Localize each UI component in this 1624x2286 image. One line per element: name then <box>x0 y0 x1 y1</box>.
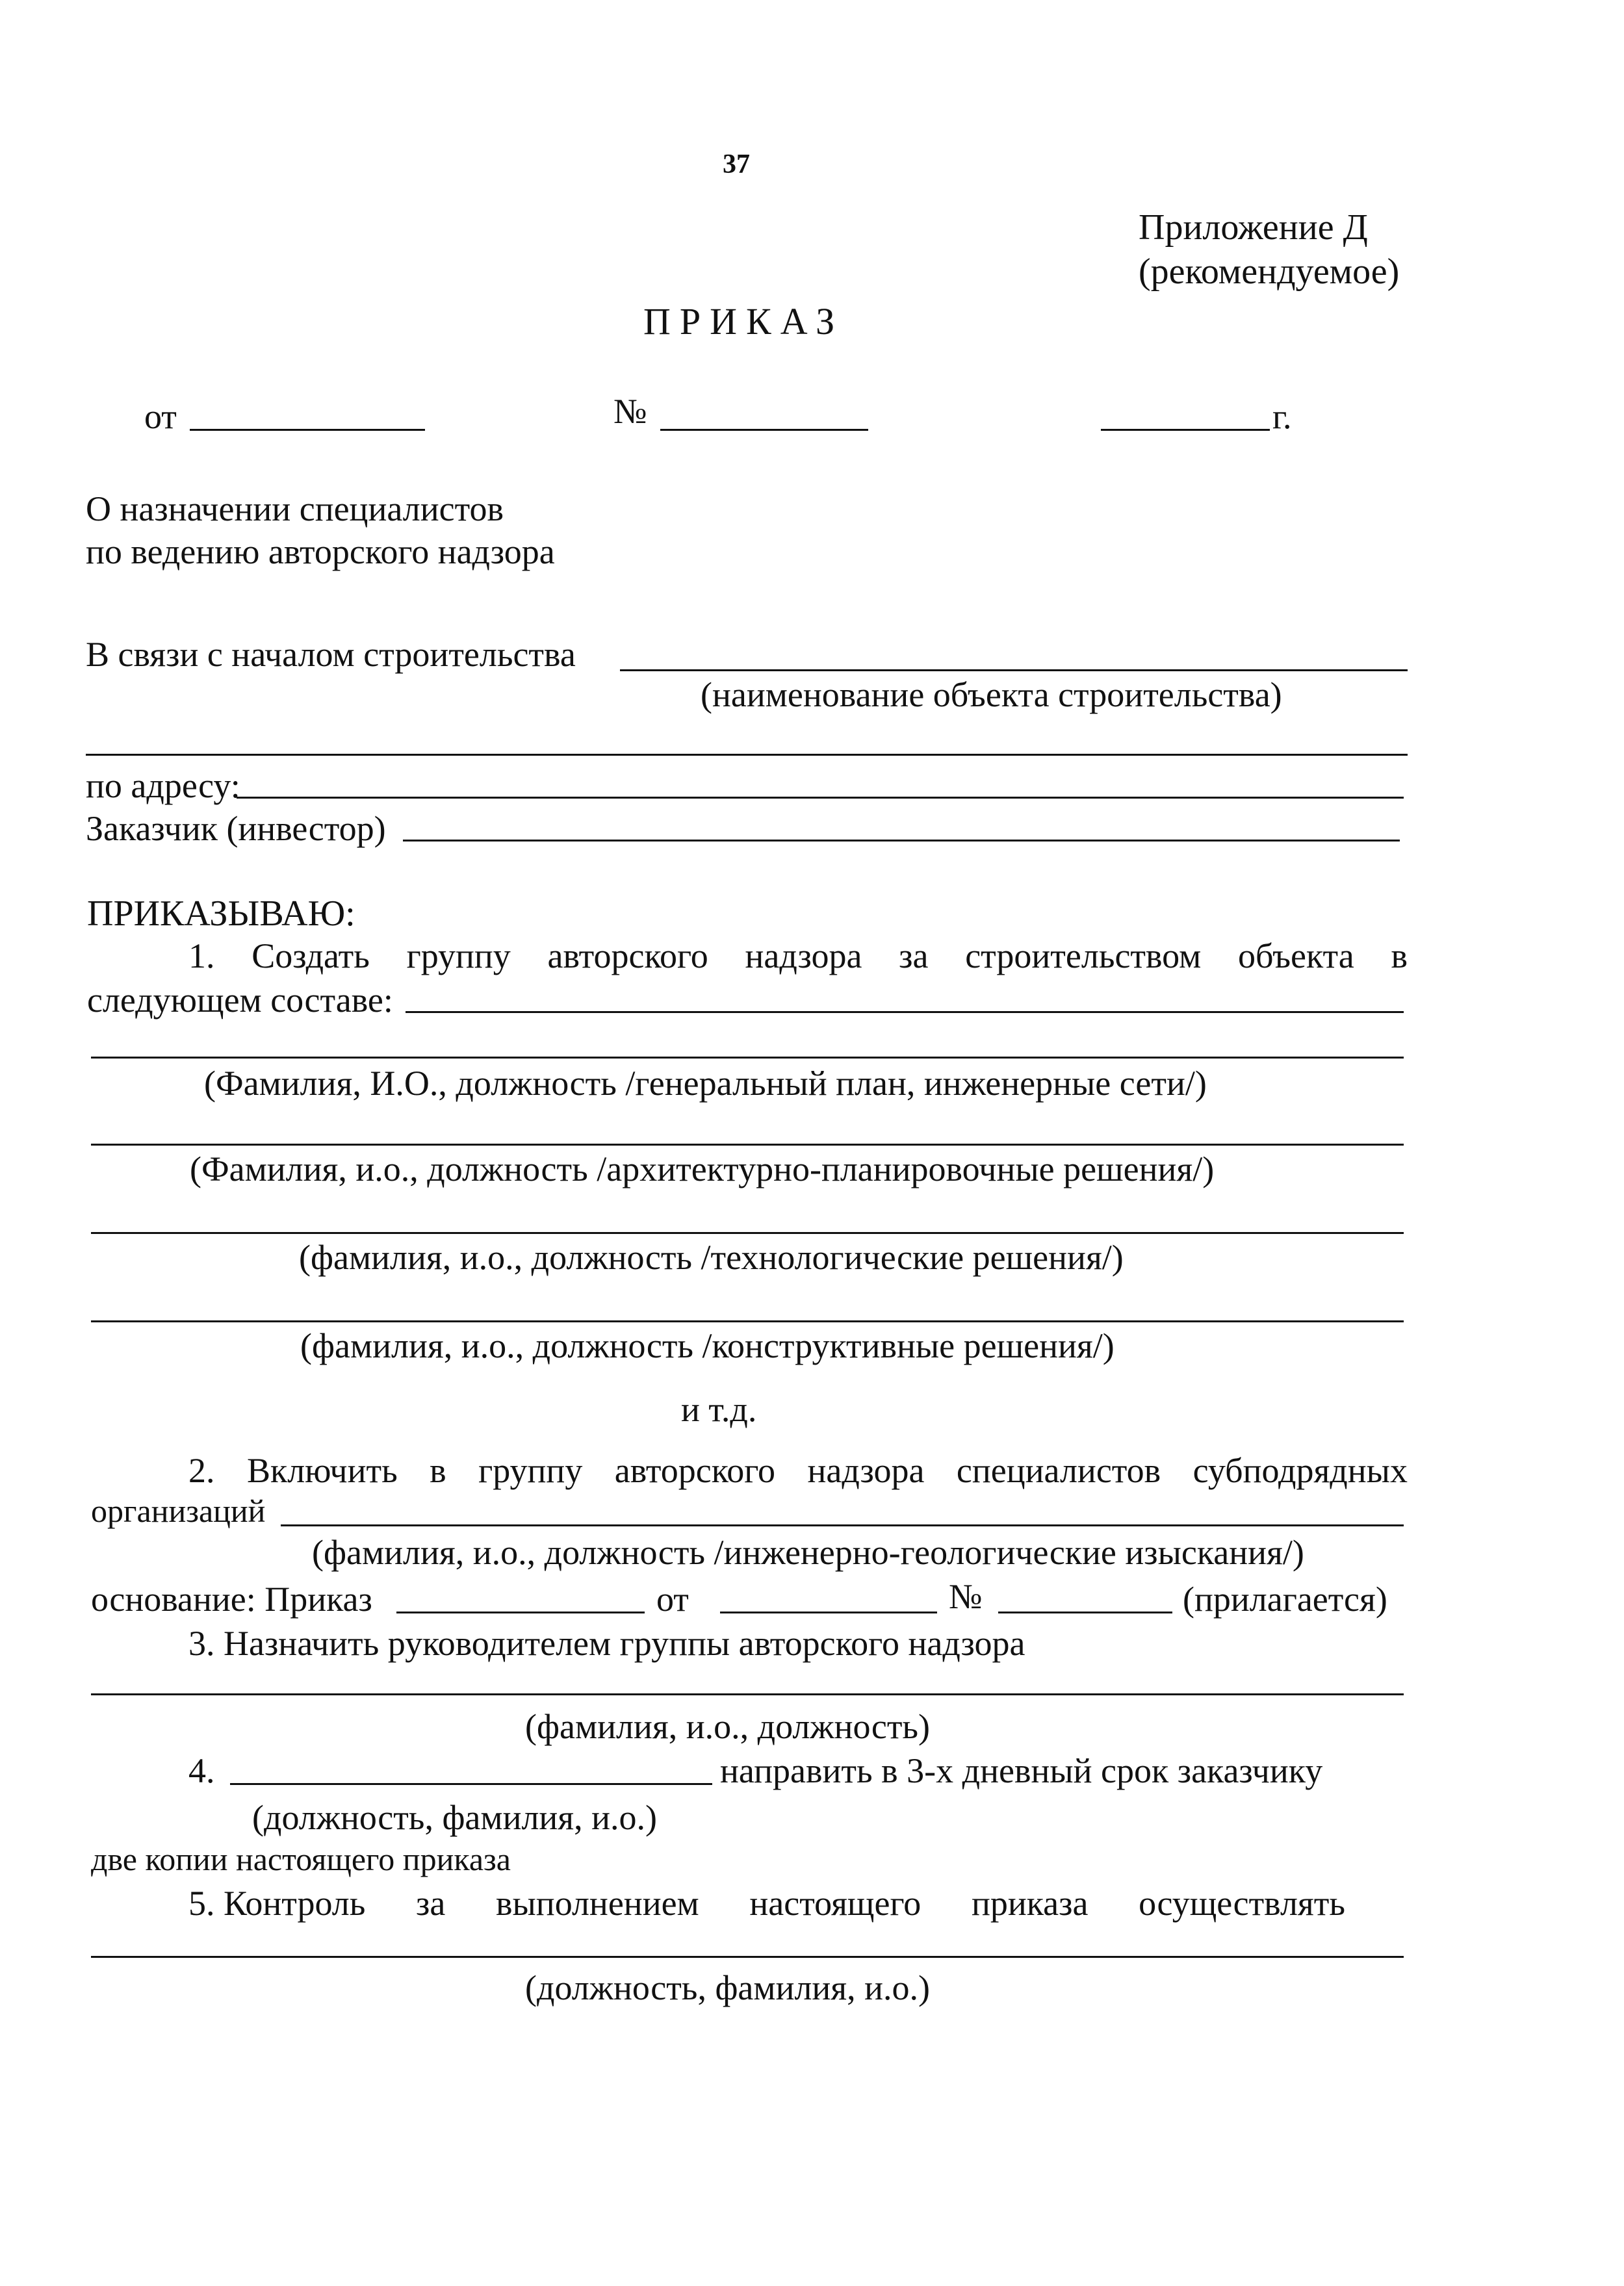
item1-line2: следующем составе: <box>87 981 393 1020</box>
item2-line1 <box>188 1453 1408 1488</box>
item4-continuation: две копии настоящего приказа <box>91 1841 511 1877</box>
item1-word: 1. <box>188 936 215 975</box>
item5-word: приказа <box>971 1884 1089 1923</box>
construction-label: В связи с началом строительства <box>86 635 576 674</box>
basis-date-line[interactable] <box>720 1612 937 1613</box>
group-leader-line[interactable] <box>91 1693 1404 1695</box>
appendix-status: (рекомендуемое) <box>1139 251 1400 292</box>
member-hint-architecture: (Фамилия, и.о., должность /архитектурно-планировочные решения/) <box>190 1149 1215 1188</box>
year-suffix: г. <box>1272 397 1292 436</box>
item5-line <box>188 1886 1345 1921</box>
group-member-line[interactable] <box>91 1144 1404 1146</box>
year-field-line[interactable] <box>1101 429 1270 431</box>
item2-word: субподрядных <box>1192 1451 1408 1490</box>
number-label: № <box>613 392 647 431</box>
page-number: 37 <box>723 149 750 179</box>
document-title: ПРИКАЗ <box>643 300 844 342</box>
date-field-line[interactable] <box>190 429 425 431</box>
basis-number-line[interactable] <box>998 1612 1172 1613</box>
basis-order-line[interactable] <box>396 1612 645 1613</box>
member-hint-technology: (фамилия, и.о., должность /технологические решения/) <box>299 1238 1124 1277</box>
item4-responsible-line[interactable] <box>230 1783 712 1785</box>
basis-number-label: № <box>949 1577 983 1616</box>
item1-word: за <box>899 936 929 975</box>
address-label: по адресу: <box>86 766 240 805</box>
item2-word: Включить <box>246 1451 398 1490</box>
item1-word: надзора <box>745 936 862 975</box>
subcontractor-hint: (фамилия, и.о., должность /инженерно-геологические изыскания/) <box>312 1533 1304 1572</box>
construction-object-hint: (наименование объекта строительства) <box>701 675 1282 714</box>
group-leader-hint: (фамилия, и.о., должность) <box>525 1707 931 1746</box>
item2-word: группу <box>478 1451 583 1490</box>
item2-word: 2. <box>188 1451 215 1490</box>
construction-object-line-2[interactable] <box>86 754 1408 756</box>
item4-hint: (должность, фамилия, и.о.) <box>252 1798 658 1837</box>
group-member-line[interactable] <box>91 1320 1404 1322</box>
subject-line-2: по ведению авторского надзора <box>86 532 555 571</box>
customer-label: Заказчик (инвестор) <box>86 809 386 848</box>
item5-word: за <box>416 1884 446 1923</box>
control-responsible-line[interactable] <box>91 1956 1404 1958</box>
item3-text: 3. Назначить руководителем группы авторского надзора <box>188 1624 1025 1663</box>
basis-label: основание: Приказ <box>91 1580 372 1619</box>
item2-word: в <box>430 1451 446 1490</box>
date-label: от <box>144 397 177 436</box>
item1-word: в <box>1391 936 1408 975</box>
group-member-line[interactable] <box>406 1011 1404 1013</box>
item1-word: авторского <box>547 936 708 975</box>
basis-from-label: от <box>656 1580 689 1619</box>
group-member-line[interactable] <box>91 1057 1404 1059</box>
item5-word: осуществлять <box>1139 1884 1345 1923</box>
customer-field-line[interactable] <box>403 840 1400 841</box>
basis-attached: (прилагается) <box>1183 1580 1387 1619</box>
member-hint-general-plan: (Фамилия, И.О., должность /генеральный план, инженерные сети/) <box>204 1064 1207 1103</box>
construction-object-line[interactable] <box>620 669 1408 671</box>
item2-word: авторского <box>614 1451 776 1490</box>
member-hint-construction: (фамилия, и.о., должность /конструктивные решения/) <box>300 1326 1115 1365</box>
etc-text: и т.д. <box>681 1390 757 1429</box>
item5-word: настоящего <box>749 1884 922 1923</box>
control-responsible-hint: (должность, фамилия, и.о.) <box>525 1968 931 2007</box>
item5-word: 5. Контроль <box>188 1884 366 1923</box>
item1-line1 <box>188 938 1408 973</box>
group-member-line[interactable] <box>91 1232 1404 1234</box>
item1-word: объекта <box>1238 936 1354 975</box>
item4-text: направить в 3-х дневный срок заказчику <box>720 1751 1323 1790</box>
number-field-line[interactable] <box>660 429 868 431</box>
subject-line-1: О назначении специалистов <box>86 489 504 528</box>
address-field-line[interactable] <box>237 797 1404 799</box>
item2-word: специалистов <box>956 1451 1161 1490</box>
appendix-label: Приложение Д <box>1139 207 1368 248</box>
item5-word: выполнением <box>496 1884 699 1923</box>
item2-line2: организаций <box>91 1493 266 1529</box>
item1-word: Создать <box>251 936 370 975</box>
item2-word: надзора <box>807 1451 925 1490</box>
order-word: ПРИКАЗЫВАЮ: <box>87 893 355 934</box>
item1-word: строительством <box>965 936 1202 975</box>
subcontractor-line[interactable] <box>281 1524 1404 1526</box>
item4-number: 4. <box>188 1751 215 1790</box>
item1-word: группу <box>406 936 511 975</box>
